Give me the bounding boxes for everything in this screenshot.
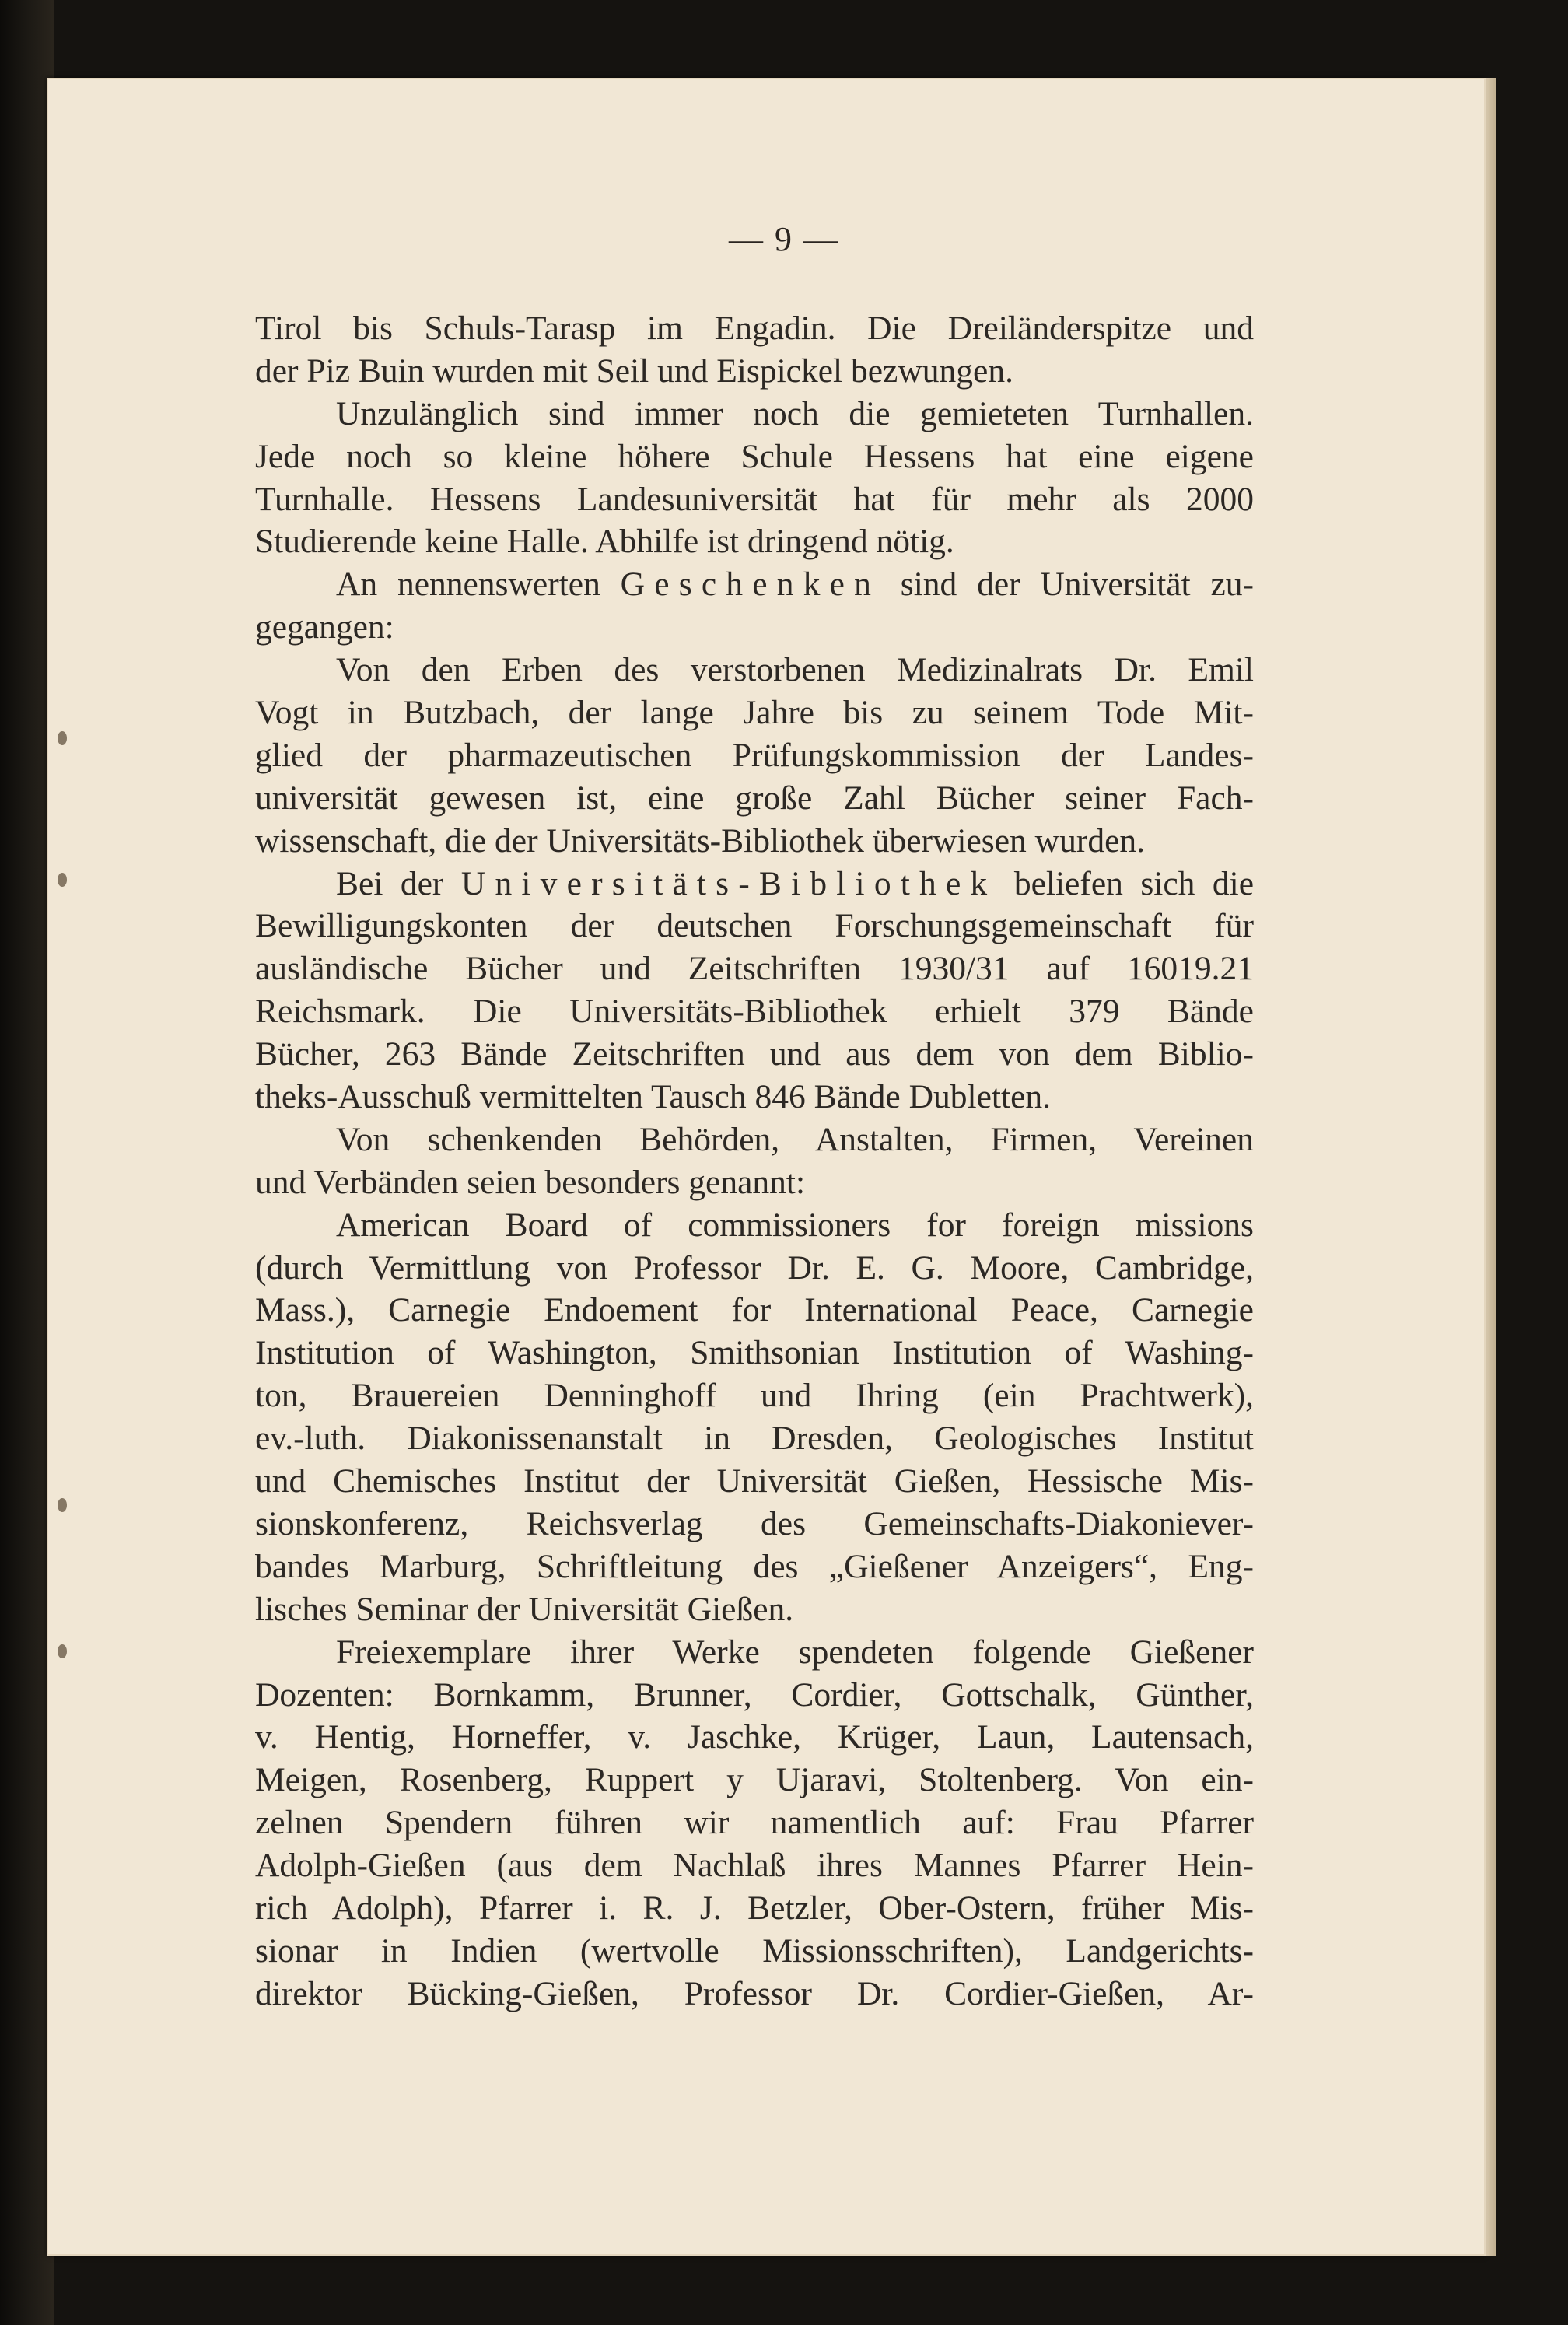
text-line — [255, 1076, 1254, 1119]
text-line — [255, 1759, 1254, 1802]
text-line — [255, 1844, 1254, 1887]
text-line — [255, 820, 1254, 863]
text-segment: Reichsmark. Die Universitäts-Bibliothek erhielt 379 Bände — [255, 993, 1254, 1031]
text-segment: Dozenten: Bornkamm, Brunner, Cordier, Gottschalk, Günther, — [255, 1675, 1254, 1714]
text-line — [255, 1716, 1254, 1759]
text-line — [255, 307, 1254, 350]
text-line — [255, 1289, 1254, 1332]
text-segment: Bewilligungskonten der deutschen Forschungsgemeinschaft für — [255, 907, 1254, 945]
text-segment: (durch Vermittlung von Professor Dr. E. G. Moore, Cambridge, — [255, 1248, 1254, 1287]
text-segment: theks-Ausschuß vermittelten Tausch 846 Bände Dubletten. — [255, 1078, 1052, 1116]
text-line — [255, 606, 1254, 649]
text-segment: Bücher, 263 Bände Zeitschriften und aus dem von dem Biblio- — [255, 1035, 1254, 1073]
text-line — [255, 1161, 1254, 1204]
text-segment: lisches Seminar der Universität Gießen. — [255, 1590, 794, 1628]
text-segment: der Piz Buin wurden mit Seil und Eispickel bezwungen. — [255, 352, 1013, 390]
text-line — [255, 520, 1254, 563]
text-segment: Institution of Washington, Smithsonian Institution of Washing- — [255, 1334, 1254, 1372]
text-segment: wissenschaft, die der Universitäts-Bibliothek überwiesen wurden. — [255, 821, 1145, 860]
text-segment: beliefen sich die — [996, 864, 1255, 902]
text-segment: Vogt in Butzbach, der lange Jahre bis zu seinem Tode Mit- — [255, 694, 1254, 732]
text-segment: ausländische Bücher und Zeitschriften 1930/31 auf 16019.21 — [255, 950, 1254, 988]
page-number: — 9 — — [729, 220, 839, 258]
page-edge — [1486, 78, 1496, 2256]
text-line — [255, 1802, 1254, 1844]
binding-mark — [58, 873, 67, 887]
text-segment: Adolph-Gießen (aus dem Nachlaß ihres Mannes Pfarrer Hein- — [255, 1847, 1254, 1885]
text-line — [255, 777, 1254, 820]
text-segment: zelnen Spendern führen wir namentlich auf: Frau Pfarrer — [255, 1804, 1254, 1842]
text-line — [255, 1460, 1254, 1503]
text-line — [255, 1887, 1254, 1930]
text-line — [255, 1204, 1254, 1247]
body-text — [255, 307, 1254, 2015]
spaced-emphasis: Geschenken — [620, 565, 880, 604]
text-segment: Meigen, Rosenberg, Ruppert y Ujaravi, Stoltenberg. Von ein- — [255, 1761, 1254, 1799]
text-line — [255, 734, 1254, 777]
text-line — [255, 692, 1254, 734]
text-segment: sionskonferenz, Reichsverlag des Gemeinschafts-Diakoniever- — [255, 1504, 1254, 1542]
text-segment: sind der Universität zu- — [880, 565, 1255, 604]
text-segment: rich Adolph), Pfarrer i. R. J. Betzler, Ober-Ostern, früher Mis- — [255, 1889, 1254, 1927]
text-segment: Tirol bis Schuls-Tarasp im Engadin. Die Dreiländerspitze und — [255, 310, 1254, 347]
text-line — [255, 1588, 1254, 1631]
text-segment: Freiexemplare ihrer Werke spendeten folgende Gießener — [336, 1633, 1254, 1671]
text-segment: v. Hentig, Horneffer, v. Jaschke, Krüger, Laun, Lautensach, — [255, 1718, 1254, 1756]
text-segment: Von den Erben des verstorbenen Medizinalrats Dr. Emil — [336, 651, 1254, 689]
binding-mark — [58, 731, 67, 745]
text-line — [255, 1973, 1254, 2015]
text-segment: universität gewesen ist, eine große Zahl Bücher seiner Fach- — [255, 779, 1254, 817]
text-line — [255, 1546, 1254, 1588]
text-segment: Bei der — [336, 864, 461, 902]
text-line — [255, 478, 1254, 521]
text-line — [255, 1674, 1254, 1717]
text-segment: ev.-luth. Diakonissenanstalt in Dresden, Geologisches Institut — [255, 1420, 1254, 1458]
text-line — [255, 436, 1254, 478]
text-line — [255, 1332, 1254, 1374]
text-line — [255, 350, 1254, 393]
text-segment: American Board of commissioners for foreign missions — [336, 1206, 1254, 1244]
text-line — [255, 649, 1254, 692]
text-line — [255, 1930, 1254, 1973]
text-segment: ton, Brauereien Denninghoff und Ihring (ein Prachtwerk), — [255, 1377, 1254, 1415]
text-line — [255, 863, 1254, 905]
binding-mark — [58, 1498, 67, 1512]
text-line — [255, 563, 1254, 606]
text-line — [255, 1417, 1254, 1460]
text-segment: gegangen: — [255, 608, 394, 646]
text-line — [255, 393, 1254, 436]
text-segment: und Verbänden seien besonders genannt: — [255, 1163, 806, 1201]
text-line — [255, 990, 1254, 1033]
text-line — [255, 1247, 1254, 1290]
text-segment: Turnhalle. Hessens Landesuniversität hat für mehr als 2000 — [255, 480, 1254, 518]
text-line — [255, 1374, 1254, 1417]
text-segment: Jede noch so kleine höhere Schule Hessens hat eine eigene — [255, 437, 1254, 475]
text-segment: An nennenswerten — [336, 565, 621, 604]
text-segment: Studierende keine Halle. Abhilfe ist dringend nötig. — [255, 523, 954, 561]
text-segment: sionar in Indien (wertvolle Missionsschriften), Landgerichts- — [255, 1931, 1254, 1970]
text-segment: und Chemisches Institut der Universität Gießen, Hessische Mis- — [255, 1462, 1254, 1500]
text-line — [255, 1503, 1254, 1546]
text-segment: glied der pharmazeutischen Prüfungskommission der Landes- — [255, 736, 1254, 774]
binding-mark — [58, 1644, 67, 1658]
text-segment: Unzulänglich sind immer noch die gemieteten Turnhallen. — [336, 394, 1254, 432]
text-segment: bandes Marburg, Schriftleitung des „Gießener Anzeigers“, Eng- — [255, 1547, 1254, 1585]
text-line — [255, 905, 1254, 947]
text-line — [255, 1033, 1254, 1076]
spaced-emphasis: Universitäts-Bibliothek — [460, 864, 997, 902]
text-line — [255, 1631, 1254, 1674]
text-line — [255, 947, 1254, 990]
text-segment: Von schenkenden Behörden, Anstalten, Firmen, Vereinen — [336, 1120, 1254, 1158]
text-line — [255, 1119, 1254, 1161]
text-segment: direktor Bücking-Gießen, Professor Dr. Cordier-Gießen, Ar- — [255, 1974, 1254, 2012]
text-segment: Mass.), Carnegie Endoement for International Peace, Carnegie — [255, 1291, 1254, 1329]
